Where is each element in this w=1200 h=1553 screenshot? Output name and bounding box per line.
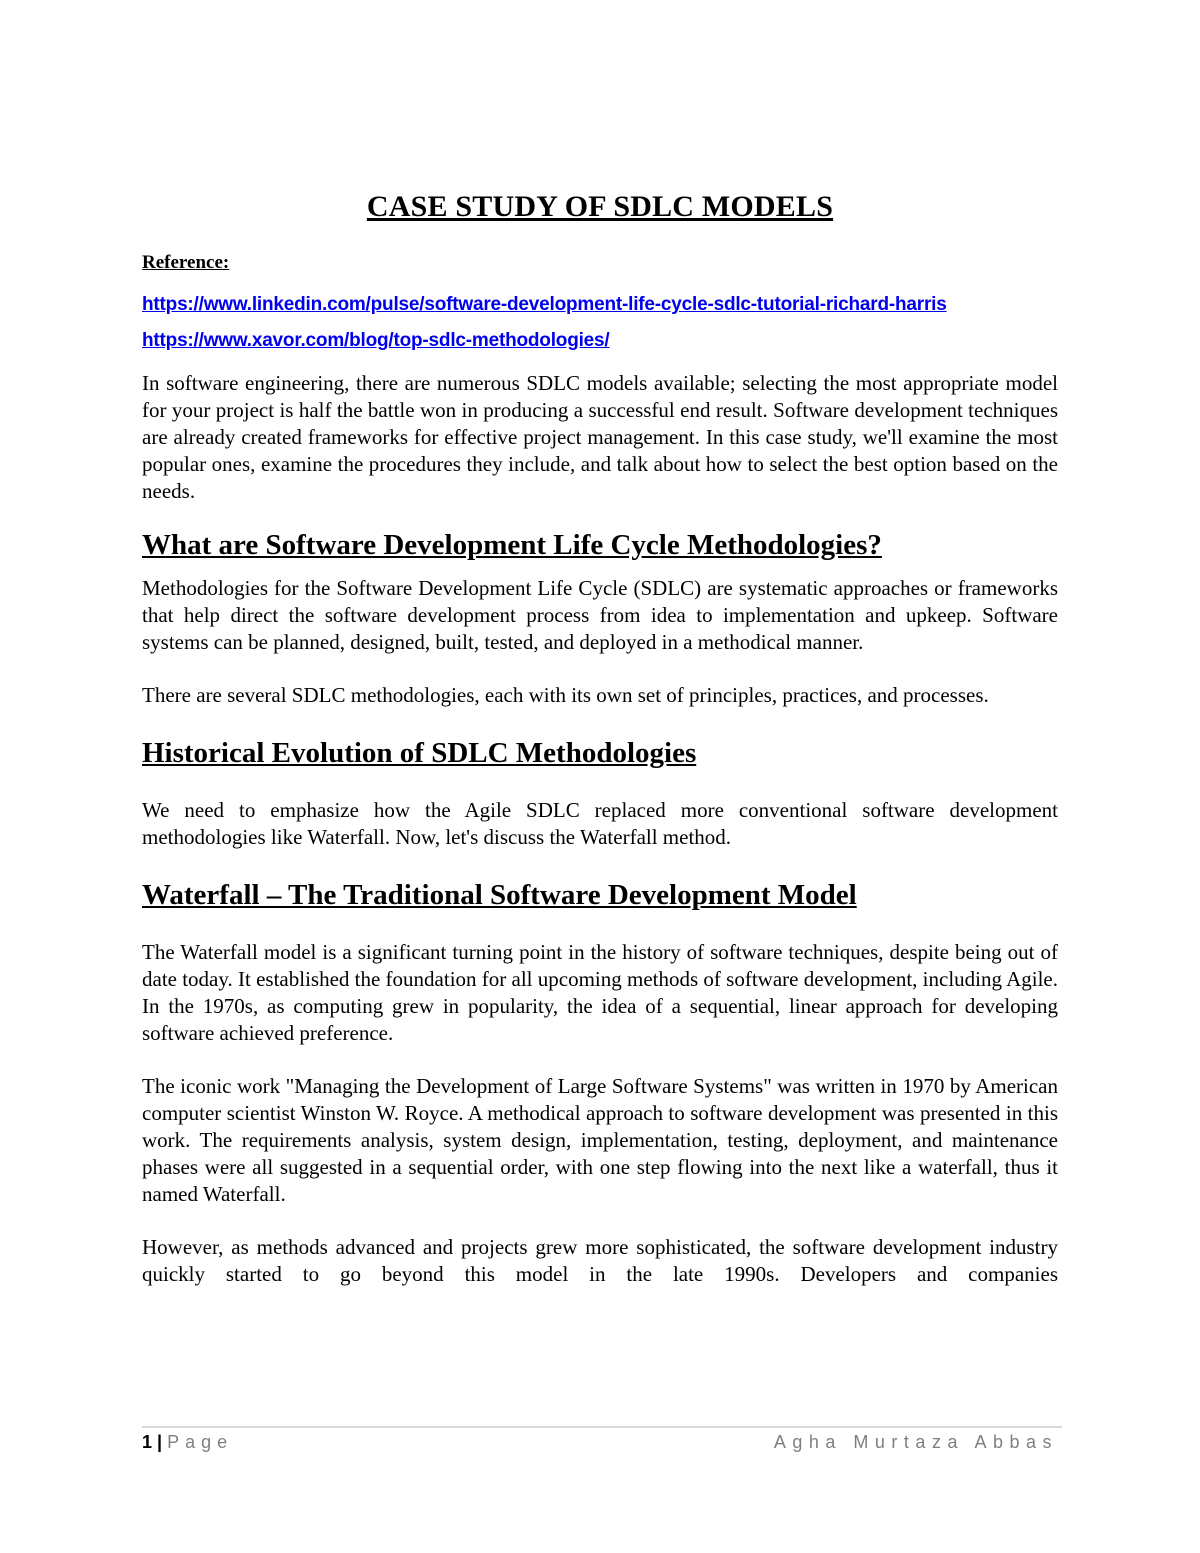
reference-label: Reference: <box>142 252 230 273</box>
section-heading-waterfall: Waterfall – The Traditional Software Development Model <box>142 879 857 911</box>
footer-author: Agha Murtaza Abbas <box>773 1432 1058 1452</box>
page-footer <box>142 1432 1058 1453</box>
reference-link-xavor[interactable]: https://www.xavor.com/blog/top-sdlc-methodologies/ <box>142 330 610 351</box>
section-heading-sdlc-methodologies: What are Software Development Life Cycle Methodologies? <box>142 529 882 561</box>
page-label: Page <box>167 1432 234 1452</box>
document-title: CASE STUDY OF SDLC MODELS <box>366 190 834 223</box>
paragraph: However, as methods advanced and projects grew more sophisticated, the software development industry quickly started to go beyond this model in the late 1990s. Developers and companies <box>142 1235 1058 1286</box>
reference-link-linkedin[interactable]: https://www.linkedin.com/pulse/software-development-life-cycle-sdlc-tutorial-richard-harris <box>142 294 947 315</box>
paragraph: Methodologies for the Software Development Life Cycle (SDLC) are systematic approaches or frameworks that help direct the software development process from idea to implementation and upkeep. Software systems can be planned, designed, built, tested, and deployed in a methodical manner. <box>142 576 1058 654</box>
paragraph: The iconic work "Managing the Development of Large Software Systems" was written in 1970 by American computer scientist Winston W. Royce. A methodical approach to software development was presented in this work. The requirements analysis, system design, implementation, testing, deployment, and maintenance phases were all suggested in a sequential order, with one step flowing into the next like a waterfall, thus it named Waterfall. <box>142 1074 1058 1206</box>
intro-paragraph: In software engineering, there are numerous SDLC models available; selecting the most appropriate model for your project is half the battle won in producing a successful end result. Software development techniques are already created frameworks for effective project management. In this case study, we'll examine the most popular ones, examine the procedures they include, and talk about how to select the best option based on the needs. <box>142 371 1058 503</box>
paragraph: We need to emphasize how the Agile SDLC replaced more conventional software development methodologies like Waterfall. Now, let's discuss the Waterfall method. <box>142 798 1058 849</box>
paragraph: The Waterfall model is a significant turning point in the history of software techniques, despite being out of date today. It established the foundation for all upcoming methods of software development, including Agile. In the 1970s, as computing grew in popularity, the idea of a sequential, linear approach for developing software achieved preference. <box>142 940 1059 1045</box>
footer-separator: | <box>157 1432 163 1452</box>
paragraph: There are several SDLC methodologies, each with its own set of principles, practices, and processes. <box>142 683 989 707</box>
document-page <box>142 190 1058 1288</box>
footer-divider <box>142 1426 1062 1428</box>
page-indicator <box>142 1432 233 1453</box>
page-number: 1 <box>142 1432 153 1452</box>
section-heading-historical-evolution: Historical Evolution of SDLC Methodologies <box>142 737 697 769</box>
